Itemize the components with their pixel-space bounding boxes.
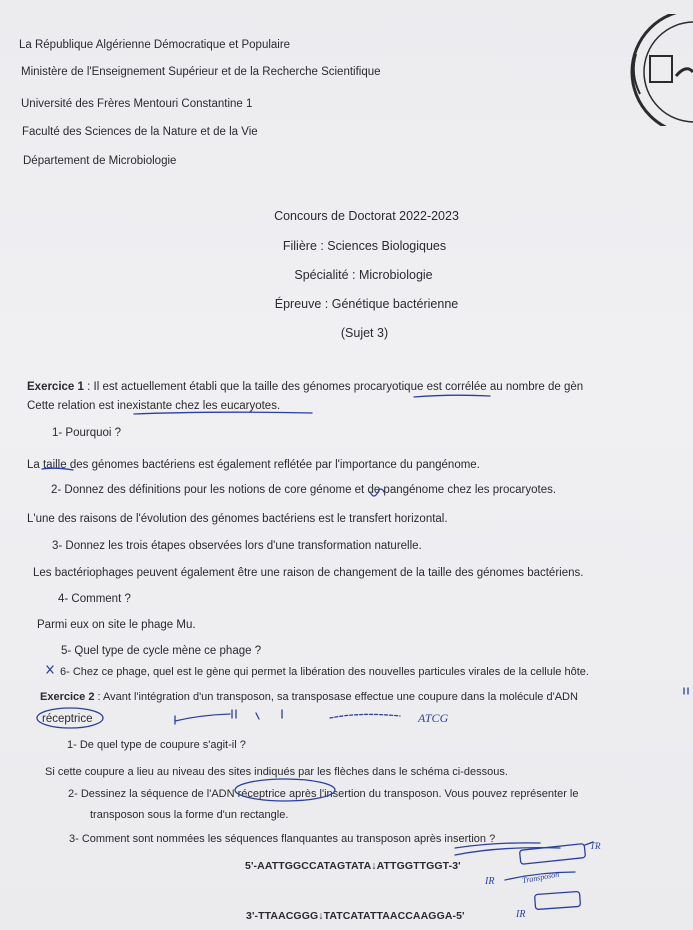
exercise1-text-c: Les bactériophages peuvent également être une raison de changement de la taille des génomes bactériens. xyxy=(33,567,584,579)
exam-specialite: Spécialité : Microbiologie xyxy=(294,268,433,282)
exercise1-intro-text: : Il est actuellement établi que la taille des génomes procaryotique est corrélée au nombre de gèn xyxy=(83,381,584,393)
exam-epreuve: Épreuve : Génétique bactérienne xyxy=(274,297,459,311)
exercise1-q6: 6- Chez ce phage, quel est le gène qui permet la libération des nouvelles particules virales de la cellule hôte. xyxy=(60,666,589,678)
exercise1-text-b: L'une des raisons de l'évolution des génomes bactériens est le transfert horizontal. xyxy=(27,513,448,525)
exam-filiere: Filière : Sciences Biologiques xyxy=(282,239,447,253)
exercise2-q3: 3- Comment sont nommées les séquences flanquantes au transposon après insertion ? xyxy=(69,833,496,845)
exercise2-text-a: Si cette coupure a lieu au niveau des sites indiqués par les flèches dans le schéma ci-dessous. xyxy=(45,766,508,778)
annotation-ir-right: IR xyxy=(516,909,526,920)
exercise1-text-d: Parmi eux on site le phage Mu. xyxy=(37,619,196,631)
annotation-transposon: Transposon xyxy=(521,869,560,886)
exercise1-q1: 1- Pourquoi ? xyxy=(52,427,122,439)
exercise1-text-a: La taille des génomes bactériens est également reflétée par l'importance du pangénome. xyxy=(27,459,480,471)
exercise1-label: Exercice 1 xyxy=(27,381,84,393)
header-department: Département de Microbiologie xyxy=(23,155,177,167)
exercise2-label: Exercice 2 xyxy=(40,691,95,703)
exercise2-intro-line2: réceptrice xyxy=(42,713,93,725)
exercise1-q3: 3- Donnez les trois étapes observées lors d'une transformation naturelle. xyxy=(52,540,422,552)
annotation-ir-left: IR xyxy=(485,876,495,887)
exercise2-q1: 1- De quel type de coupure s'agit-il ? xyxy=(67,739,246,751)
dna-sequence-bottom: 3'-TTAACGGG↓TATCATATTAACCAAGGA-5' xyxy=(246,910,465,922)
annotation-tr: TR xyxy=(590,841,601,851)
annotation-atcg: ATCG xyxy=(418,711,449,725)
header-republic: La République Algérienne Démocratique et Populaire xyxy=(19,39,291,51)
exercise1-q2: 2- Donnez des définitions pour les notions de core génome et de pangénome chez les procaryotes. xyxy=(51,484,557,496)
exercise2-q2-line1: 2- Dessinez la séquence de l'ADN réceptrice après l'insertion du transposon. Vous pouvez représenter le xyxy=(68,788,579,800)
exercise1-intro-line2: Cette relation est inexistante chez les eucaryotes. xyxy=(27,400,281,412)
exercise2-intro-text: : Avant l'intégration d'un transposon, sa transposase effectue une coupure dans la molécule d'ADN xyxy=(94,691,578,703)
header-university: Université des Frères Mentouri Constantine 1 xyxy=(21,98,253,110)
exam-title: Concours de Doctorat 2022-2023 xyxy=(274,209,459,223)
header-faculty: Faculté des Sciences de la Nature et de la Vie xyxy=(22,126,258,138)
header-ministry: Ministère de l'Enseignement Supérieur et de la Recherche Scientifique xyxy=(21,66,381,78)
exercise1-q4: 4- Comment ? xyxy=(58,593,131,605)
exam-sujet: (Sujet 3) xyxy=(340,326,389,340)
exercise1-q5: 5- Quel type de cycle mène ce phage ? xyxy=(61,645,262,657)
dna-sequence-top: 5'-AATTGGCCATAGTATA↓ATTGGTTGGT-3' xyxy=(245,860,461,872)
exercise2-q2-line2: transposon sous la forme d'un rectangle. xyxy=(90,809,289,821)
